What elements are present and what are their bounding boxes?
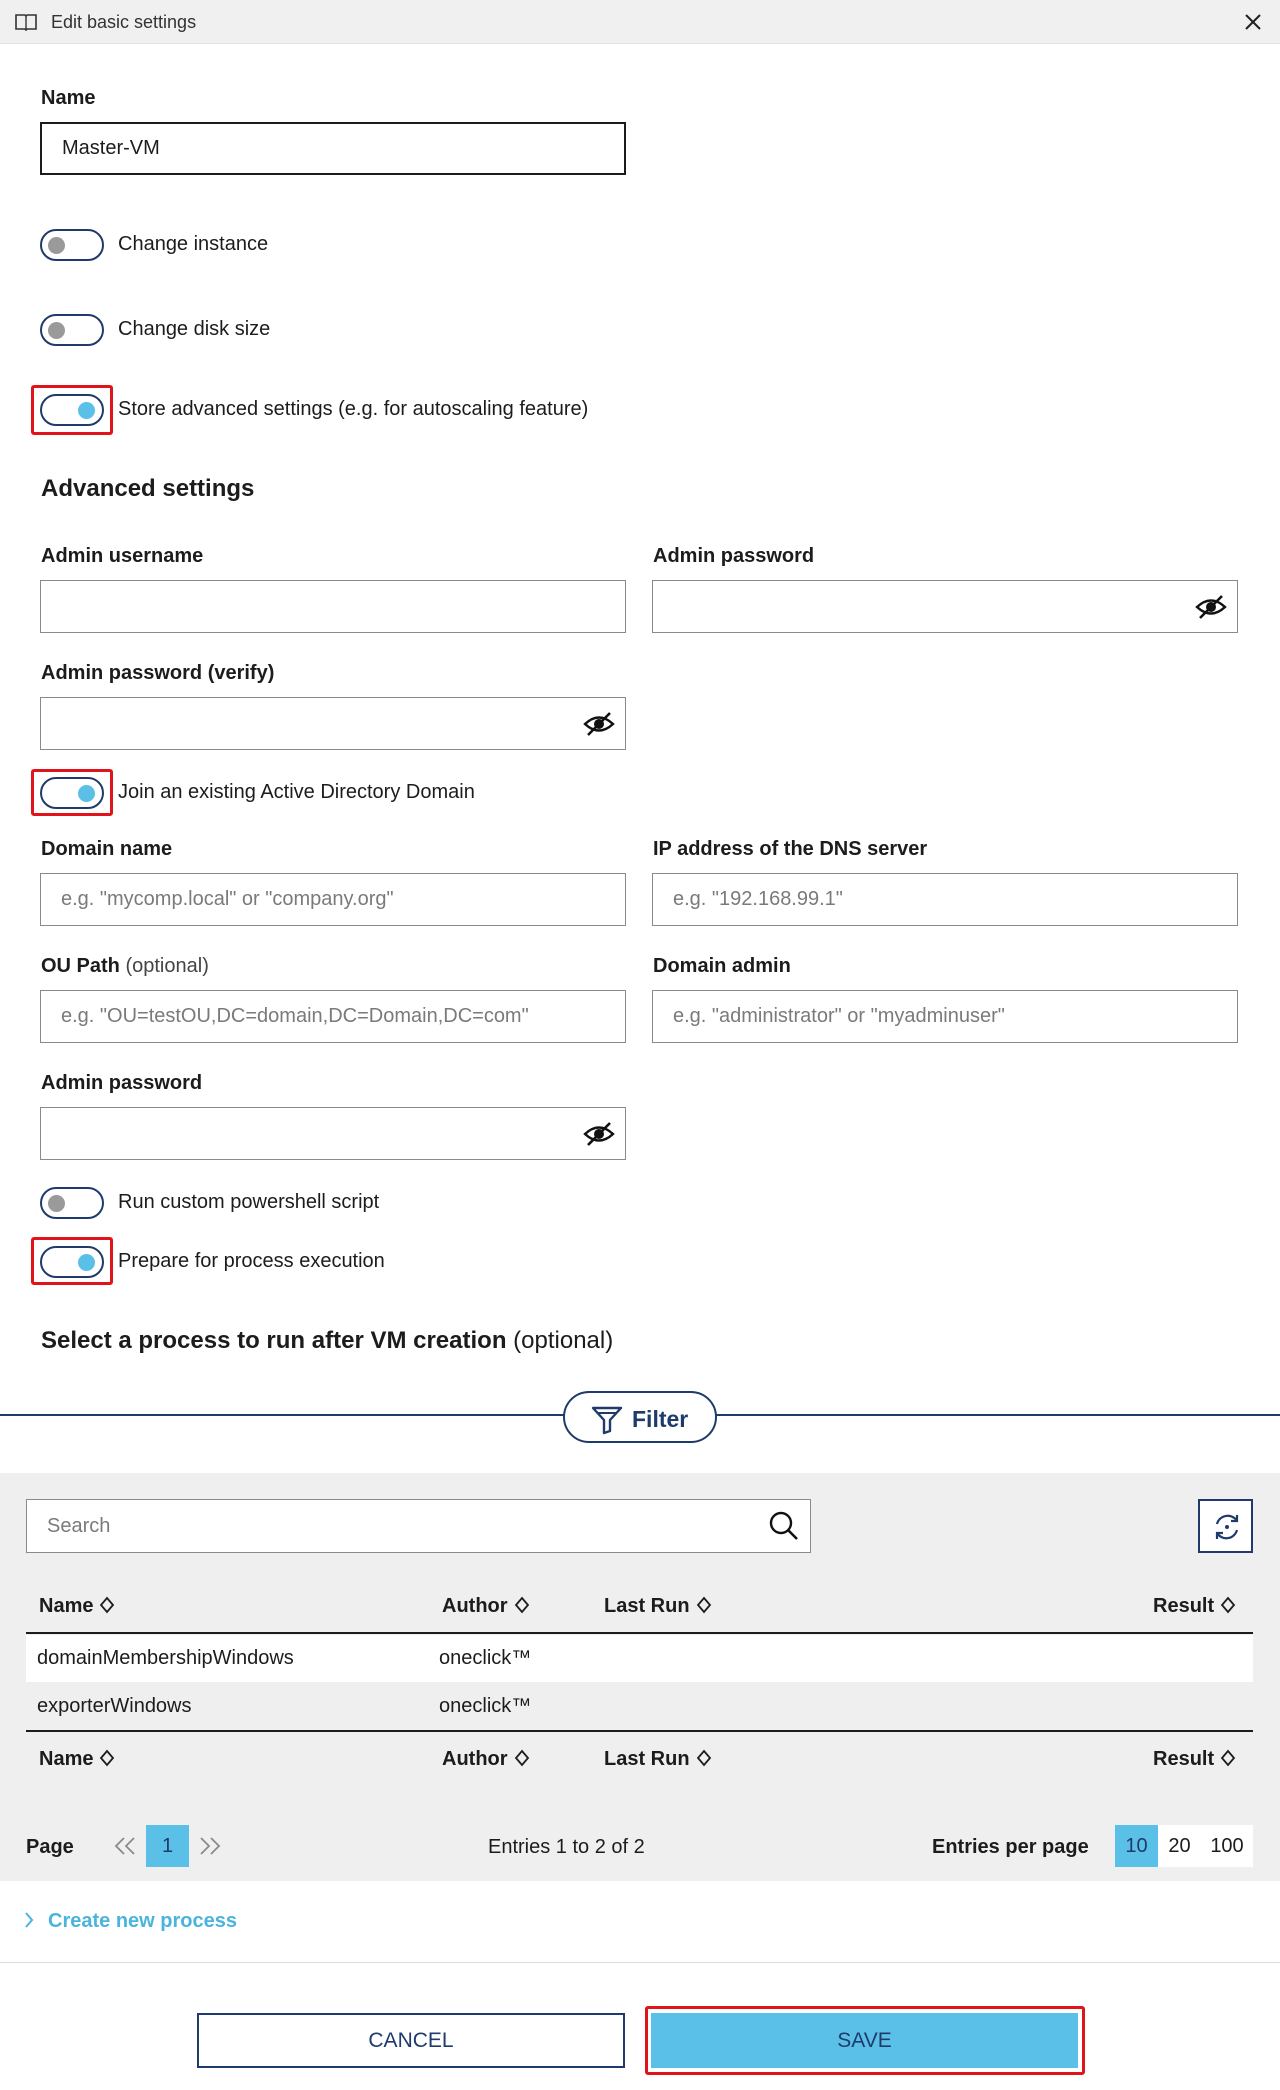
page-button-current[interactable]: 1 bbox=[146, 1825, 189, 1867]
process-section-title bbox=[41, 1327, 613, 1355]
last-page-button[interactable] bbox=[189, 1825, 231, 1867]
window-title: Edit basic settings bbox=[51, 12, 197, 32]
toggle-knob bbox=[78, 785, 95, 802]
book-icon bbox=[14, 12, 38, 32]
domain-admin-input[interactable] bbox=[652, 990, 1238, 1043]
admin-password-verify-input[interactable] bbox=[40, 697, 626, 750]
toggle-knob bbox=[78, 1254, 95, 1271]
toggle-knob bbox=[48, 1195, 65, 1212]
table-row[interactable] bbox=[26, 1683, 1253, 1730]
column-footer-author[interactable] bbox=[442, 1748, 530, 1771]
ou-path-label bbox=[41, 955, 209, 978]
sort-icon bbox=[99, 1596, 115, 1614]
footer-divider bbox=[0, 1962, 1280, 1963]
process-author: oneclick™ bbox=[439, 1695, 532, 1717]
process-name: exporterWindows bbox=[37, 1695, 192, 1717]
save-button[interactable]: SAVE bbox=[651, 2013, 1078, 2068]
sort-icon bbox=[1220, 1596, 1236, 1614]
eye-slash-icon[interactable] bbox=[583, 710, 615, 738]
search-input[interactable] bbox=[26, 1499, 811, 1553]
filter-label: Filter bbox=[632, 1406, 689, 1432]
table-row[interactable] bbox=[26, 1635, 1253, 1682]
double-chevron-left-icon bbox=[112, 1836, 138, 1856]
column-header-result[interactable] bbox=[1153, 1595, 1236, 1618]
entries-option-20[interactable]: 20 bbox=[1158, 1825, 1201, 1867]
sort-icon bbox=[514, 1749, 530, 1767]
process-optional-text: (optional) bbox=[513, 1327, 614, 1354]
run-powershell-label: Run custom powershell script bbox=[118, 1191, 380, 1213]
close-icon[interactable] bbox=[1241, 10, 1265, 34]
domain-name-input[interactable] bbox=[40, 873, 626, 926]
store-advanced-toggle[interactable] bbox=[40, 394, 104, 426]
prepare-process-label: Prepare for process execution bbox=[118, 1250, 385, 1272]
admin-username-input[interactable] bbox=[40, 580, 626, 633]
title-bar bbox=[0, 0, 1280, 44]
ou-optional-text: (optional) bbox=[125, 955, 209, 977]
dns-ip-input[interactable] bbox=[652, 873, 1238, 926]
sort-icon bbox=[696, 1749, 712, 1767]
column-header-label: Result bbox=[1153, 1595, 1215, 1617]
sort-icon bbox=[696, 1596, 712, 1614]
sort-icon bbox=[514, 1596, 530, 1614]
column-footer-last-run[interactable] bbox=[604, 1748, 712, 1771]
filter-button[interactable] bbox=[563, 1391, 717, 1443]
admin-username-label: Admin username bbox=[41, 545, 204, 567]
prepare-process-toggle[interactable] bbox=[40, 1246, 104, 1278]
entries-option-100[interactable]: 100 bbox=[1201, 1825, 1253, 1867]
ou-path-input[interactable] bbox=[40, 990, 626, 1043]
process-name: domainMembershipWindows bbox=[37, 1647, 294, 1669]
column-footer-result[interactable] bbox=[1153, 1748, 1236, 1771]
change-disk-size-toggle[interactable] bbox=[40, 314, 104, 346]
create-new-process-text: Create new process bbox=[48, 1910, 237, 1932]
column-header-label: Name bbox=[39, 1595, 94, 1617]
entries-count: Entries 1 to 2 of 2 bbox=[488, 1836, 645, 1858]
domain-name-label: Domain name bbox=[41, 838, 173, 860]
run-powershell-toggle[interactable] bbox=[40, 1187, 104, 1219]
column-footer-label: Name bbox=[39, 1748, 94, 1770]
column-footer-label: Author bbox=[442, 1748, 508, 1770]
eye-slash-icon[interactable] bbox=[583, 1120, 615, 1148]
funnel-icon bbox=[591, 1405, 623, 1435]
name-label: Name bbox=[41, 87, 96, 109]
join-ad-label: Join an existing Active Directory Domain bbox=[118, 781, 475, 803]
change-instance-toggle[interactable] bbox=[40, 229, 104, 261]
search-icon[interactable] bbox=[768, 1510, 800, 1542]
refresh-button[interactable] bbox=[1198, 1499, 1253, 1553]
chevron-right-icon bbox=[24, 1911, 34, 1929]
column-header-author[interactable] bbox=[442, 1595, 530, 1618]
domain-admin-label: Domain admin bbox=[653, 955, 791, 977]
column-header-label: Author bbox=[442, 1595, 508, 1617]
column-header-label: Last Run bbox=[604, 1595, 690, 1617]
process-author: oneclick™ bbox=[439, 1647, 532, 1669]
dns-ip-label: IP address of the DNS server bbox=[653, 838, 928, 860]
store-advanced-label: Store advanced settings (e.g. for autoscaling feature) bbox=[118, 398, 589, 420]
domain-admin-password-label: Admin password bbox=[41, 1072, 203, 1094]
toggle-knob bbox=[78, 402, 95, 419]
toggle-knob bbox=[48, 237, 65, 254]
join-ad-toggle[interactable] bbox=[40, 777, 104, 809]
double-chevron-right-icon bbox=[197, 1836, 223, 1856]
eye-slash-icon[interactable] bbox=[1195, 593, 1227, 621]
entries-per-page-label: Entries per page bbox=[932, 1836, 1089, 1858]
admin-password-label: Admin password bbox=[653, 545, 815, 567]
change-disk-size-label: Change disk size bbox=[118, 318, 271, 340]
admin-password-verify-label: Admin password (verify) bbox=[41, 662, 275, 684]
page-label: Page bbox=[26, 1836, 74, 1858]
column-header-name[interactable] bbox=[39, 1595, 115, 1618]
refresh-icon bbox=[1212, 1512, 1242, 1542]
column-footer-label: Result bbox=[1153, 1748, 1215, 1770]
name-input[interactable] bbox=[40, 122, 626, 175]
change-instance-label: Change instance bbox=[118, 233, 269, 255]
table-header-divider bbox=[26, 1632, 1253, 1634]
first-page-button[interactable] bbox=[104, 1825, 146, 1867]
ou-path-text: OU Path bbox=[41, 955, 120, 977]
column-header-last-run[interactable] bbox=[604, 1595, 712, 1618]
column-footer-name[interactable] bbox=[39, 1748, 115, 1771]
process-title-text: Select a process to run after VM creation bbox=[41, 1327, 507, 1354]
sort-icon bbox=[99, 1749, 115, 1767]
cancel-button[interactable]: CANCEL bbox=[197, 2013, 625, 2068]
toggle-knob bbox=[48, 322, 65, 339]
admin-password-input[interactable] bbox=[652, 580, 1238, 633]
advanced-settings-title: Advanced settings bbox=[41, 475, 255, 502]
entries-option-10[interactable]: 10 bbox=[1115, 1825, 1158, 1867]
sort-icon bbox=[1220, 1749, 1236, 1767]
table-footer-divider bbox=[26, 1730, 1253, 1732]
create-new-process-link[interactable] bbox=[24, 1910, 237, 1933]
domain-admin-password-input[interactable] bbox=[40, 1107, 626, 1160]
column-footer-label: Last Run bbox=[604, 1748, 690, 1770]
